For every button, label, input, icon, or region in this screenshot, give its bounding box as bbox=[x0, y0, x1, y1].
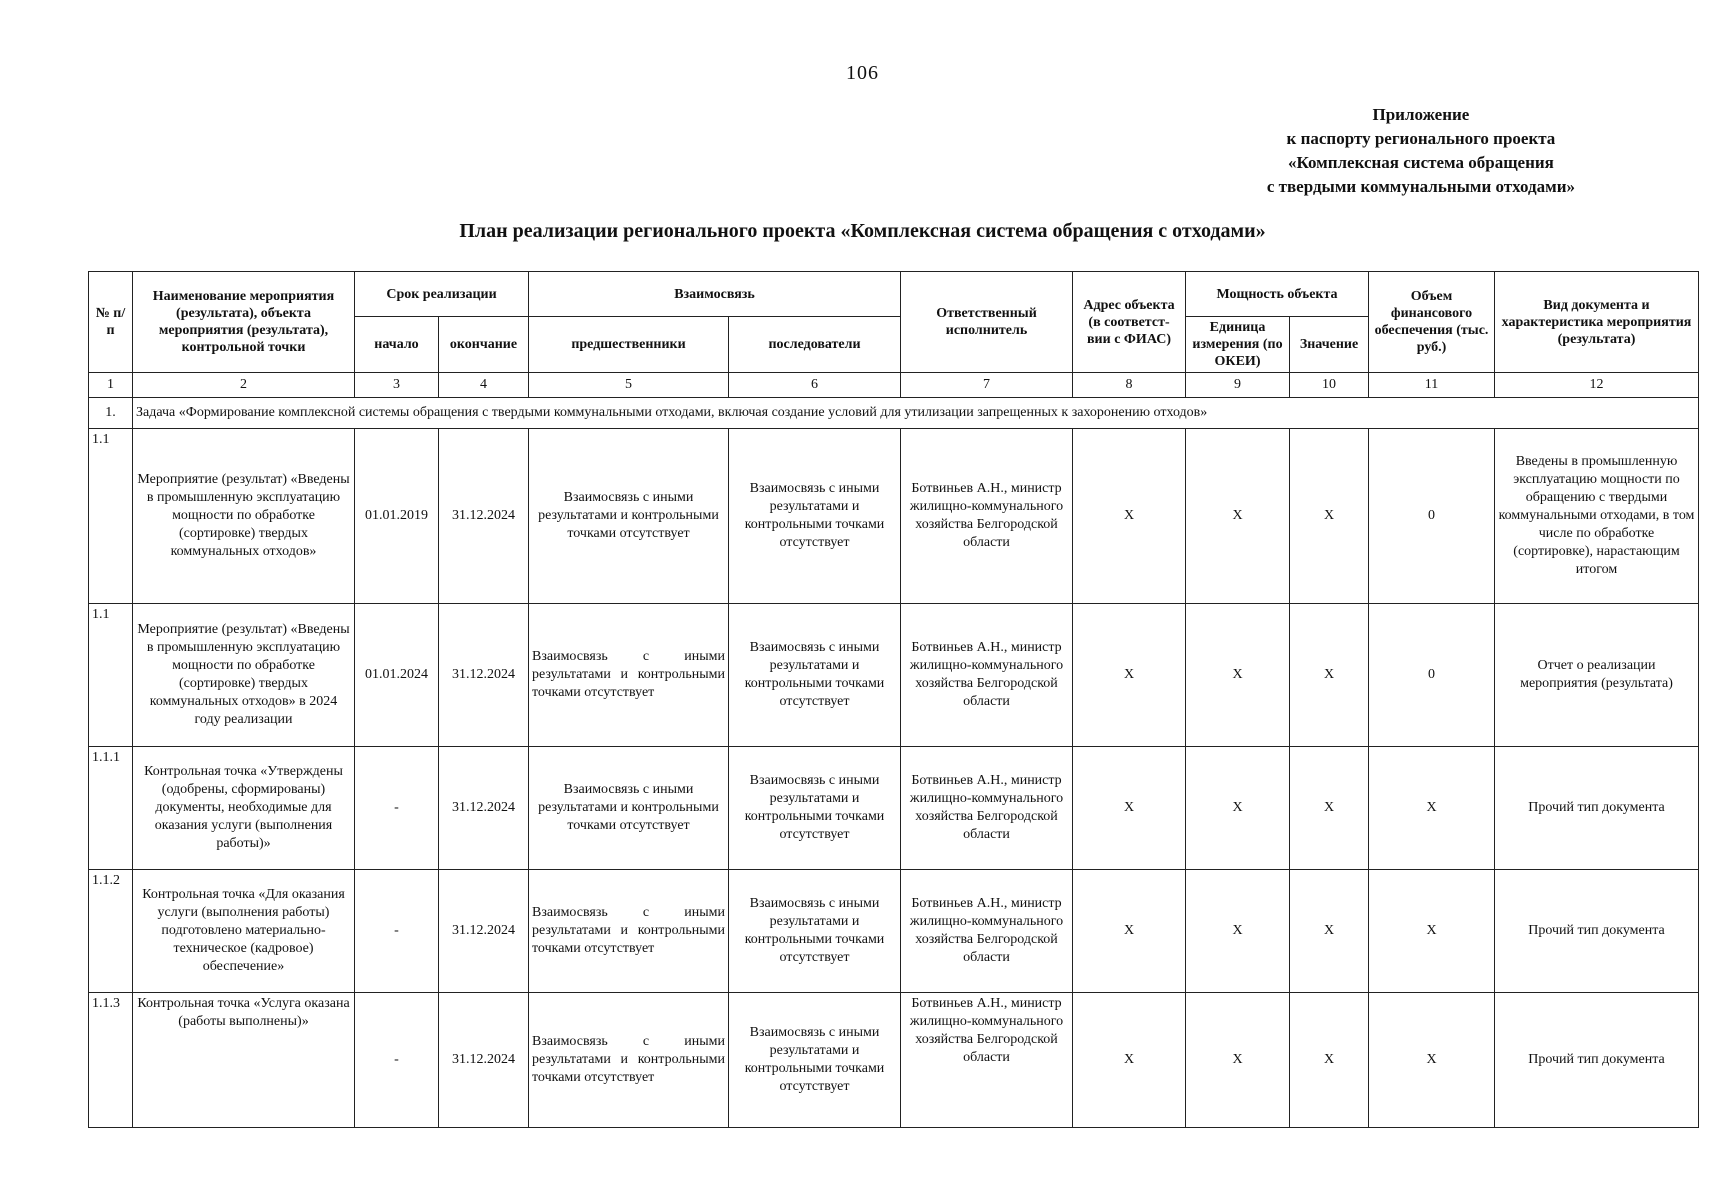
row-doc-type: Прочий тип документа bbox=[1495, 747, 1699, 870]
header-volume: Объем финансового обеспечения (тыс. руб.) bbox=[1369, 272, 1495, 373]
row-number: 1.1.2 bbox=[89, 870, 133, 993]
row-end: 31.12.2024 bbox=[439, 870, 529, 993]
row-end: 31.12.2024 bbox=[439, 429, 529, 604]
document-title: План реализации регионального проекта «Комплексная система обращения с отходами» bbox=[459, 220, 1266, 242]
row-predecessors: Взаимосвязь с иными результатами и контрольными точками отсутствует bbox=[529, 747, 729, 870]
header-doc-type: Вид документа и характеристика мероприятия (результата) bbox=[1495, 272, 1699, 373]
header-unit: Единица измерения (по ОКЕИ) bbox=[1186, 317, 1290, 373]
header-start: начало bbox=[355, 317, 439, 373]
column-number: 1 bbox=[89, 373, 133, 398]
page-number: 106 bbox=[846, 62, 879, 84]
row-end: 31.12.2024 bbox=[439, 747, 529, 870]
row-value: X bbox=[1290, 870, 1369, 993]
header-name: Наименование мероприятия (результата), объекта мероприятия (результата), контрольной точки bbox=[133, 272, 355, 373]
column-number: 2 bbox=[133, 373, 355, 398]
row-responsible: Ботвиньев А.Н., министр жилищно-коммунального хозяйства Белгородской области bbox=[901, 870, 1073, 993]
row-start: - bbox=[355, 747, 439, 870]
table-row bbox=[89, 747, 1699, 870]
row-name: Контрольная точка «Для оказания услуги (выполнения работы) подготовлено материально-техническое (кадровое) обеспечение» bbox=[133, 870, 355, 993]
table-row bbox=[89, 604, 1699, 747]
row-responsible: Ботвиньев А.Н., министр жилищно-коммунального хозяйства Белгородской области bbox=[901, 747, 1073, 870]
row-number: 1.1 bbox=[89, 604, 133, 747]
row-number: 1.1.1 bbox=[89, 747, 133, 870]
row-name: Мероприятие (результат) «Введены в промышленную эксплуатацию мощности по обработке (сортировке) твердых коммунальных отходов» bbox=[133, 429, 355, 604]
row-unit: X bbox=[1186, 747, 1290, 870]
row-name: Контрольная точка «Утверждены (одобрены, сформированы) документы, необходимые для оказания услуги (выполнения работы)» bbox=[133, 747, 355, 870]
row-successors: Взаимосвязь с иными результатами и контрольными точками отсутствует bbox=[729, 429, 901, 604]
row-doc-type: Прочий тип документа bbox=[1495, 870, 1699, 993]
row-start: 01.01.2019 bbox=[355, 429, 439, 604]
appendix-line: к паспорту регионального проекта bbox=[1286, 129, 1556, 148]
row-address: X bbox=[1073, 747, 1186, 870]
row-start: - bbox=[355, 993, 439, 1128]
row-name: Мероприятие (результат) «Введены в промышленную эксплуатацию мощности по обработке (сортировке) твердых коммунальных отходов» в 2024 году реализации bbox=[133, 604, 355, 747]
row-volume: X bbox=[1369, 993, 1495, 1128]
row-successors: Взаимосвязь с иными результатами и контрольными точками отсутствует bbox=[729, 993, 901, 1128]
header-successors: последователи bbox=[729, 317, 901, 373]
header-power: Мощность объекта bbox=[1186, 272, 1369, 317]
row-doc-type: Отчет о реализации мероприятия (результата) bbox=[1495, 604, 1699, 747]
row-doc-type: Введены в промышленную эксплуатацию мощности по обращению с твердыми коммунальными отходами, в том числе по обработке (сортировке), нарастающим итогом bbox=[1495, 429, 1699, 604]
row-unit: X bbox=[1186, 429, 1290, 604]
column-number: 3 bbox=[355, 373, 439, 398]
row-address: X bbox=[1073, 429, 1186, 604]
row-name: Контрольная точка «Услуга оказана (работы выполнены)» bbox=[133, 993, 355, 1128]
row-value: X bbox=[1290, 993, 1369, 1128]
row-volume: X bbox=[1369, 870, 1495, 993]
task-number: 1. bbox=[89, 398, 133, 429]
row-unit: X bbox=[1186, 993, 1290, 1128]
header-predecessors: предшественники bbox=[529, 317, 729, 373]
column-number: 6 bbox=[729, 373, 901, 398]
appendix-line: «Комплексная система обращения bbox=[1287, 153, 1554, 172]
table-row bbox=[89, 870, 1699, 993]
row-predecessors: Взаимосвязь с иными результатами и контрольными точками отсутствует bbox=[529, 604, 729, 747]
column-number-row bbox=[89, 373, 1699, 398]
header-row bbox=[89, 272, 1699, 317]
row-responsible: Ботвиньев А.Н., министр жилищно-коммунального хозяйства Белгородской области bbox=[901, 429, 1073, 604]
header-end: окончание bbox=[439, 317, 529, 373]
row-unit: X bbox=[1186, 870, 1290, 993]
column-number: 4 bbox=[439, 373, 529, 398]
row-number: 1.1.3 bbox=[89, 993, 133, 1128]
appendix-block bbox=[1267, 103, 1575, 199]
column-number: 11 bbox=[1369, 373, 1495, 398]
table-row bbox=[89, 993, 1699, 1128]
header-num: № п/п bbox=[89, 272, 133, 373]
column-number: 12 bbox=[1495, 373, 1699, 398]
row-value: X bbox=[1290, 604, 1369, 747]
row-start: - bbox=[355, 870, 439, 993]
header-value: Значение bbox=[1290, 317, 1369, 373]
row-successors: Взаимосвязь с иными результатами и контрольными точками отсутствует bbox=[729, 870, 901, 993]
row-volume: 0 bbox=[1369, 604, 1495, 747]
row-address: X bbox=[1073, 604, 1186, 747]
appendix-line: с твердыми коммунальными отходами» bbox=[1266, 177, 1575, 196]
row-value: X bbox=[1290, 429, 1369, 604]
row-predecessors: Взаимосвязь с иными результатами и контрольными точками отсутствует bbox=[529, 870, 729, 993]
row-value: X bbox=[1290, 747, 1369, 870]
row-volume: X bbox=[1369, 747, 1495, 870]
header-address: Адрес объекта (в соответст- вии с ФИАС) bbox=[1073, 272, 1186, 373]
row-unit: X bbox=[1186, 604, 1290, 747]
header-link: Взаимосвязь bbox=[529, 272, 901, 317]
row-volume: 0 bbox=[1369, 429, 1495, 604]
row-doc-type: Прочий тип документа bbox=[1495, 993, 1699, 1128]
row-start: 01.01.2024 bbox=[355, 604, 439, 747]
plan-table bbox=[88, 271, 1699, 1128]
row-predecessors: Взаимосвязь с иными результатами и контрольными точками отсутствует bbox=[529, 429, 729, 604]
row-address: X bbox=[1073, 993, 1186, 1128]
column-number: 9 bbox=[1186, 373, 1290, 398]
row-responsible: Ботвиньев А.Н., министр жилищно-коммунального хозяйства Белгородской области bbox=[901, 993, 1073, 1128]
row-successors: Взаимосвязь с иными результатами и контрольными точками отсутствует bbox=[729, 604, 901, 747]
column-number: 8 bbox=[1073, 373, 1186, 398]
row-predecessors: Взаимосвязь с иными результатами и контрольными точками отсутствует bbox=[529, 993, 729, 1128]
column-number: 5 bbox=[529, 373, 729, 398]
row-number: 1.1 bbox=[89, 429, 133, 604]
header-responsible: Ответственный исполнитель bbox=[901, 272, 1073, 373]
row-end: 31.12.2024 bbox=[439, 604, 529, 747]
row-address: X bbox=[1073, 870, 1186, 993]
row-successors: Взаимосвязь с иными результатами и контрольными точками отсутствует bbox=[729, 747, 901, 870]
column-number: 10 bbox=[1290, 373, 1369, 398]
row-responsible: Ботвиньев А.Н., министр жилищно-коммунального хозяйства Белгородской области bbox=[901, 604, 1073, 747]
table-row bbox=[89, 429, 1699, 604]
appendix-line: Приложение bbox=[1372, 105, 1470, 124]
header-term: Срок реализации bbox=[355, 272, 529, 317]
row-end: 31.12.2024 bbox=[439, 993, 529, 1128]
column-number: 7 bbox=[901, 373, 1073, 398]
task-text: Задача «Формирование комплексной системы обращения с твердыми коммунальными отходами, включая создание условий для утилизации запрещенных к захоронению отходов» bbox=[133, 398, 1699, 429]
task-row bbox=[89, 398, 1699, 429]
